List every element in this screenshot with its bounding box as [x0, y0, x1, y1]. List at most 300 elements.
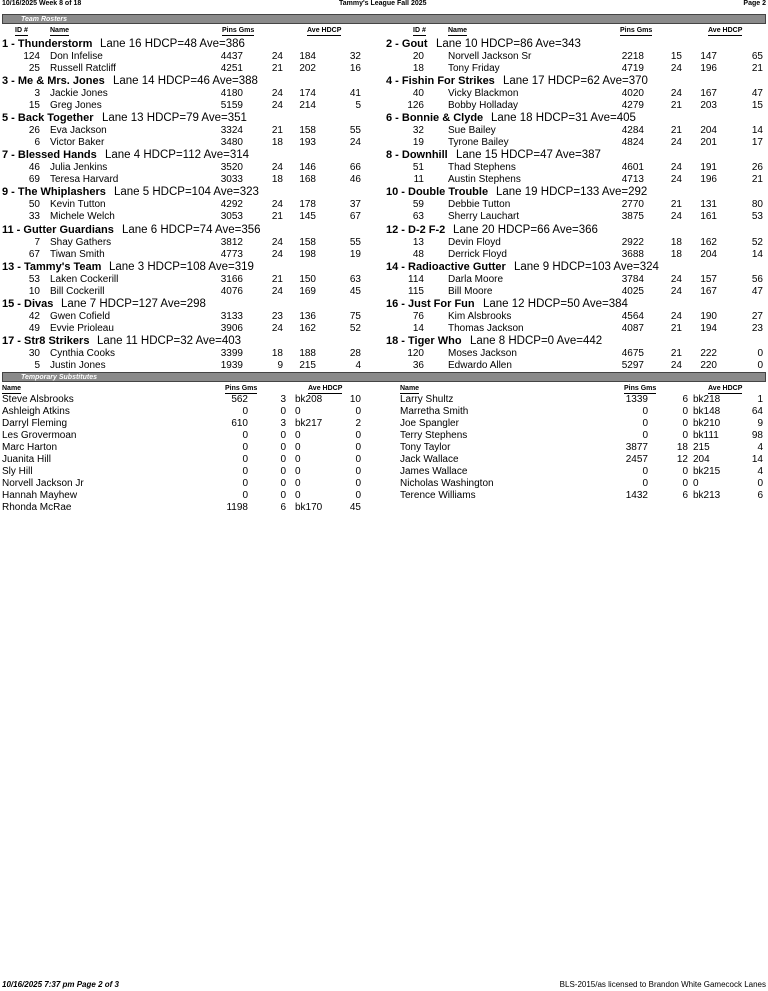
sub-average: 0 — [295, 490, 301, 501]
team-name: 16 - Just For Fun — [386, 297, 475, 310]
substitute-row — [0, 418, 384, 430]
player-games: 24 — [271, 199, 283, 211]
player-games: 24 — [271, 100, 283, 112]
player-name: Jackie Jones — [50, 88, 108, 100]
player-row — [384, 162, 768, 174]
sub-name: Juanita Hill — [2, 454, 51, 465]
team-name: 5 - Back Together — [2, 112, 94, 125]
substitute-row — [0, 394, 384, 406]
player-id: 20 — [412, 51, 424, 62]
sub-average: bk111 — [693, 430, 719, 441]
substitute-row — [384, 418, 768, 430]
sub-name: Terry Stephens — [400, 430, 468, 441]
player-average: 188 — [299, 347, 316, 359]
player-games: 24 — [670, 174, 682, 186]
sub-average: bk208 — [295, 394, 323, 405]
player-id: 67 — [28, 248, 40, 260]
player-average: 167 — [700, 285, 717, 297]
player-handicap: 45 — [349, 285, 361, 297]
sub-games: 0 — [280, 466, 286, 477]
player-pins: 4020 — [621, 88, 644, 100]
player-pins: 3520 — [220, 162, 243, 174]
player-name: Tiwan Smith — [50, 248, 105, 260]
player-average: 184 — [299, 51, 316, 62]
player-pins: 3812 — [220, 236, 243, 248]
player-row — [384, 88, 768, 100]
sub-games: 3 — [280, 394, 286, 405]
col-name: Name — [50, 27, 70, 34]
team-heading — [386, 112, 766, 125]
footer-license: BLS-2015/as licensed to Brandon White Gamecock Lanes — [559, 980, 766, 989]
sub-average: 0 — [295, 430, 301, 441]
player-games: 9 — [277, 359, 283, 371]
sub-name: Sly Hill — [2, 466, 33, 477]
team-heading — [386, 186, 766, 199]
team-name: 4 - Fishin For Strikes — [386, 75, 495, 88]
sub-games: 0 — [280, 430, 286, 441]
player-pins: 2922 — [621, 236, 644, 248]
sub-average: 215 — [693, 442, 710, 453]
player-handicap: 23 — [751, 322, 763, 334]
player-row — [384, 348, 768, 360]
player-handicap: 67 — [349, 211, 361, 223]
player-average: 168 — [299, 174, 316, 186]
player-games: 21 — [670, 347, 682, 359]
sub-col-name: Name — [400, 385, 420, 392]
player-games: 21 — [670, 100, 682, 112]
substitute-row — [384, 466, 768, 478]
player-games: 24 — [271, 51, 283, 62]
player-average: 196 — [700, 174, 717, 186]
player-name: Teresa Harvard — [50, 174, 119, 186]
player-id: 40 — [412, 88, 424, 100]
player-pins: 2770 — [621, 199, 644, 211]
team-heading — [386, 261, 766, 274]
player-id: 76 — [412, 310, 424, 322]
team-lane-hdcp-ave: Lane 6 HDCP=74 Ave=356 — [122, 223, 261, 236]
player-pins: 3399 — [220, 347, 243, 359]
player-handicap: 4 — [355, 359, 361, 371]
player-games: 24 — [670, 310, 682, 322]
player-row — [0, 174, 384, 186]
player-handicap: 32 — [349, 51, 361, 62]
player-id: 114 — [408, 273, 424, 285]
team-heading — [2, 75, 382, 88]
sub-handicap: 4 — [757, 466, 763, 477]
team-lane-hdcp-ave: Lane 20 HDCP=66 Ave=366 — [453, 223, 598, 236]
team-heading — [386, 335, 766, 348]
substitute-row — [0, 454, 384, 466]
col-pins-gms: Pins Gms — [222, 27, 255, 34]
player-name: Tyrone Bailey — [448, 137, 509, 149]
player-handicap: 55 — [349, 125, 361, 137]
sub-pins: 0 — [642, 430, 648, 441]
player-handicap: 16 — [349, 63, 361, 74]
sub-pins: 0 — [242, 490, 248, 501]
player-handicap: 37 — [349, 199, 361, 211]
player-row — [384, 100, 768, 112]
player-name: Darla Moore — [448, 273, 504, 285]
sub-name: Marc Harton — [2, 442, 58, 453]
player-row — [0, 88, 384, 100]
sub-handicap: 0 — [355, 466, 361, 477]
player-row — [384, 137, 768, 149]
player-row — [384, 249, 768, 261]
player-row — [0, 199, 384, 211]
sub-pins: 0 — [242, 430, 248, 441]
player-row — [384, 211, 768, 223]
team-name: 9 - The Whiplashers — [2, 186, 106, 199]
sub-pins: 1198 — [226, 502, 248, 513]
team-lane-hdcp-ave: Lane 11 HDCP=32 Ave=403 — [97, 334, 242, 347]
player-handicap: 27 — [751, 310, 763, 322]
player-row — [384, 199, 768, 211]
sub-average: bk148 — [693, 406, 721, 417]
player-name: Gwen Cofield — [50, 310, 111, 322]
player-pins: 4251 — [220, 63, 243, 74]
team-lane-hdcp-ave: Lane 5 HDCP=104 Ave=323 — [114, 186, 259, 199]
substitute-row — [0, 490, 384, 502]
sub-average: bk215 — [693, 466, 721, 477]
substitute-row — [0, 442, 384, 454]
sub-handicap: 10 — [349, 394, 361, 405]
player-id: 50 — [28, 199, 40, 211]
sub-name: Tony Taylor — [400, 442, 451, 453]
player-games: 21 — [670, 125, 682, 137]
player-name: Greg Jones — [50, 100, 102, 112]
player-games: 24 — [670, 137, 682, 149]
player-id: 48 — [412, 248, 424, 260]
sub-games: 0 — [682, 406, 688, 417]
player-row — [384, 286, 768, 298]
sub-name: Nicholas Washington — [400, 478, 494, 489]
sub-average: 0 — [693, 478, 699, 489]
player-average: 147 — [700, 51, 717, 62]
team-rosters-title: Team Rosters — [21, 16, 68, 23]
player-games: 24 — [670, 359, 682, 371]
player-name: Norvell Jackson Sr — [448, 51, 532, 62]
player-average: 158 — [299, 125, 316, 137]
sub-col-pins-gms: Pins Gms — [225, 385, 258, 392]
player-name: Russell Ratcliff — [50, 63, 116, 74]
player-average: 162 — [700, 236, 717, 248]
player-name: Bobby Holladay — [448, 100, 519, 112]
temp-subs-title: Temporary Substitutes — [21, 374, 97, 381]
sub-col-name: Name — [2, 385, 22, 392]
player-row — [0, 274, 384, 286]
col-pins-gms: Pins Gms — [620, 27, 653, 34]
sub-pins: 0 — [242, 466, 248, 477]
sub-average: 0 — [295, 406, 301, 417]
player-row — [384, 174, 768, 186]
player-name: Vicky Blackmon — [448, 88, 519, 100]
player-handicap: 66 — [349, 162, 361, 174]
player-id: 26 — [28, 125, 40, 137]
sub-games: 0 — [280, 406, 286, 417]
player-id: 13 — [412, 236, 424, 248]
sub-handicap: 0 — [355, 442, 361, 453]
player-row — [384, 323, 768, 335]
sub-pins: 0 — [642, 406, 648, 417]
player-pins: 5297 — [621, 359, 644, 371]
player-row — [0, 100, 384, 112]
player-games: 21 — [271, 125, 283, 137]
sub-name: Joe Spangler — [400, 418, 459, 429]
sub-games: 0 — [280, 442, 286, 453]
player-id: 5 — [34, 359, 40, 371]
substitute-row — [0, 502, 384, 514]
player-games: 21 — [670, 199, 682, 211]
player-handicap: 52 — [349, 322, 361, 334]
player-id: 6 — [34, 137, 40, 149]
sub-name: Darryl Fleming — [2, 418, 68, 429]
sub-pins: 562 — [231, 394, 248, 405]
sub-games: 6 — [682, 490, 688, 501]
player-average: 162 — [299, 322, 316, 334]
player-id: 51 — [412, 162, 424, 174]
sub-pins: 0 — [242, 406, 248, 417]
sub-name: Norvell Jackson Jr — [2, 478, 84, 489]
team-name: 1 - Thunderstorm — [2, 38, 93, 50]
player-name: Austin Stephens — [448, 174, 521, 186]
player-name: Cynthia Cooks — [50, 347, 116, 359]
player-pins: 4087 — [621, 322, 644, 334]
player-handicap: 41 — [349, 88, 361, 100]
sub-pins: 0 — [642, 418, 648, 429]
player-id: 15 — [28, 100, 40, 112]
sub-games: 0 — [682, 478, 688, 489]
player-handicap: 65 — [751, 51, 763, 62]
player-name: Kevin Tutton — [50, 199, 106, 211]
player-pins: 5159 — [220, 100, 243, 112]
player-id: 69 — [28, 174, 40, 186]
player-row — [0, 360, 384, 372]
sub-average: bk218 — [693, 394, 721, 405]
player-row — [384, 237, 768, 249]
sub-games: 0 — [280, 478, 286, 489]
player-name: Sue Bailey — [448, 125, 496, 137]
player-id: 126 — [407, 100, 424, 112]
player-id: 42 — [28, 310, 40, 322]
team-name: 17 - Str8 Strikers — [2, 334, 90, 347]
player-average: 203 — [700, 100, 717, 112]
player-pins: 3324 — [220, 125, 243, 137]
player-pins: 3784 — [621, 273, 644, 285]
player-games: 24 — [670, 211, 682, 223]
team-heading — [386, 224, 766, 237]
sub-handicap: 0 — [757, 478, 763, 489]
player-row — [0, 286, 384, 298]
player-id: 124 — [23, 51, 40, 62]
player-pins: 4076 — [220, 285, 243, 297]
player-average: 193 — [299, 137, 316, 149]
player-row — [0, 137, 384, 149]
player-name: Shay Gathers — [50, 236, 112, 248]
player-name: Bill Cockerill — [50, 285, 105, 297]
player-handicap: 28 — [349, 347, 361, 359]
player-id: 36 — [412, 359, 424, 371]
player-pins: 3053 — [220, 211, 243, 223]
player-handicap: 14 — [751, 125, 763, 137]
player-handicap: 17 — [751, 137, 763, 149]
team-rosters-band — [2, 14, 766, 24]
sub-pins: 2457 — [625, 454, 648, 465]
player-name: Eva Jackson — [50, 125, 107, 137]
sub-handicap: 9 — [757, 418, 763, 429]
col-name: Name — [448, 27, 468, 34]
team-lane-hdcp-ave: Lane 10 HDCP=86 Ave=343 — [436, 38, 581, 50]
player-name: Edwardo Allen — [448, 359, 512, 371]
player-average: 222 — [700, 347, 717, 359]
player-handicap: 14 — [751, 248, 763, 260]
sub-handicap: 6 — [757, 490, 763, 501]
substitute-row — [0, 430, 384, 442]
team-name: 10 - Double Trouble — [386, 186, 489, 199]
player-average: 220 — [700, 359, 717, 371]
sub-handicap: 14 — [751, 454, 763, 465]
team-name: 14 - Radioactive Gutter — [386, 260, 506, 273]
team-lane-hdcp-ave: Lane 3 HDCP=108 Ave=319 — [109, 260, 254, 273]
player-pins: 3166 — [220, 273, 243, 285]
sub-name: Hannah Mayhew — [2, 490, 78, 501]
sub-col-ave-hdcp: Ave HDCP — [308, 385, 343, 392]
player-name: Debbie Tutton — [448, 199, 511, 211]
player-id: 30 — [28, 347, 40, 359]
sub-handicap: 1 — [757, 394, 763, 405]
sub-col-ave-hdcp: Ave HDCP — [708, 385, 743, 392]
player-handicap: 0 — [757, 359, 763, 371]
team-name: 2 - Gout — [386, 38, 428, 50]
player-name: Moses Jackson — [448, 347, 517, 359]
player-average: 196 — [700, 63, 717, 74]
team-name: 12 - D-2 F-2 — [386, 223, 446, 236]
player-games: 24 — [271, 236, 283, 248]
team-name: 7 - Blessed Hands — [2, 149, 97, 162]
sub-name: Steve Alsbrooks — [2, 394, 74, 405]
sub-average: bk213 — [693, 490, 721, 501]
player-handicap: 53 — [751, 211, 763, 223]
player-pins: 4025 — [621, 285, 644, 297]
player-pins: 3133 — [220, 310, 243, 322]
substitute-row — [384, 442, 768, 454]
player-games: 23 — [271, 310, 283, 322]
team-lane-hdcp-ave: Lane 17 HDCP=62 Ave=370 — [503, 75, 648, 88]
player-average: 190 — [700, 310, 717, 322]
sub-average: 204 — [693, 454, 710, 465]
sub-pins: 0 — [242, 454, 248, 465]
player-id: 10 — [28, 285, 40, 297]
player-name: Devin Floyd — [448, 236, 501, 248]
player-row — [0, 211, 384, 223]
player-pins: 3688 — [621, 248, 644, 260]
team-lane-hdcp-ave: Lane 16 HDCP=48 Ave=386 — [100, 38, 245, 50]
player-games: 21 — [271, 273, 283, 285]
player-games: 24 — [271, 322, 283, 334]
player-pins: 2218 — [621, 51, 644, 62]
player-games: 21 — [670, 322, 682, 334]
player-row — [0, 51, 384, 63]
team-lane-hdcp-ave: Lane 4 HDCP=112 Ave=314 — [105, 149, 250, 162]
player-id: 59 — [412, 199, 424, 211]
player-row — [0, 237, 384, 249]
team-heading — [386, 75, 766, 88]
player-id: 7 — [34, 236, 40, 248]
player-pins: 4713 — [621, 174, 644, 186]
player-average: 215 — [299, 359, 316, 371]
temp-subs-band — [2, 372, 766, 382]
player-pins: 4824 — [621, 137, 644, 149]
sub-handicap: 64 — [751, 406, 763, 417]
team-heading — [386, 38, 766, 51]
player-row — [384, 125, 768, 137]
player-pins: 3906 — [220, 322, 243, 334]
player-games: 18 — [271, 174, 283, 186]
player-pins: 4601 — [621, 162, 644, 174]
player-handicap: 21 — [751, 174, 763, 186]
player-pins: 4437 — [220, 51, 243, 62]
sub-handicap: 98 — [751, 430, 763, 441]
substitute-row — [384, 478, 768, 490]
player-average: 157 — [700, 273, 717, 285]
player-handicap: 24 — [349, 137, 361, 149]
sub-name: James Wallace — [400, 466, 468, 477]
sub-handicap: 4 — [757, 442, 763, 453]
player-id: 11 — [413, 174, 424, 186]
sub-handicap: 0 — [355, 490, 361, 501]
player-games: 21 — [271, 63, 283, 74]
player-id: 33 — [28, 211, 40, 223]
player-handicap: 80 — [751, 199, 763, 211]
sub-games: 0 — [280, 490, 286, 501]
player-games: 24 — [670, 88, 682, 100]
team-heading — [386, 298, 766, 311]
sub-name: Larry Shultz — [400, 394, 454, 405]
player-average: 169 — [299, 285, 316, 297]
sub-handicap: 0 — [355, 406, 361, 417]
player-handicap: 15 — [751, 100, 763, 112]
sub-pins: 0 — [642, 466, 648, 477]
sub-average: 0 — [295, 466, 301, 477]
sub-handicap: 0 — [355, 430, 361, 441]
player-handicap: 47 — [751, 285, 763, 297]
sub-games: 12 — [676, 454, 688, 465]
player-average: 198 — [299, 248, 316, 260]
player-games: 21 — [271, 211, 283, 223]
player-games: 24 — [271, 88, 283, 100]
player-name: Kim Alsbrooks — [448, 310, 512, 322]
substitute-row — [0, 478, 384, 490]
player-average: 204 — [700, 125, 717, 137]
player-name: Don Infelise — [50, 51, 103, 62]
sub-pins: 3877 — [625, 442, 648, 453]
player-id: 120 — [407, 347, 424, 359]
player-average: 194 — [700, 322, 717, 334]
sub-handicap: 45 — [349, 502, 361, 513]
player-name: Justin Jones — [50, 359, 106, 371]
sub-pins: 0 — [642, 478, 648, 489]
player-average: 202 — [299, 63, 316, 74]
player-row — [0, 63, 384, 75]
team-heading — [2, 224, 382, 237]
substitute-row — [384, 430, 768, 442]
report-date-week: 10/16/2025 Week 8 of 18 — [2, 0, 82, 7]
player-pins: 3480 — [220, 137, 243, 149]
sub-pins: 1339 — [625, 394, 648, 405]
player-name: Evvie Prioleau — [50, 322, 114, 334]
team-lane-hdcp-ave: Lane 19 HDCP=133 Ave=292 — [496, 186, 648, 199]
sub-handicap: 0 — [355, 478, 361, 489]
player-id: 18 — [412, 63, 424, 74]
